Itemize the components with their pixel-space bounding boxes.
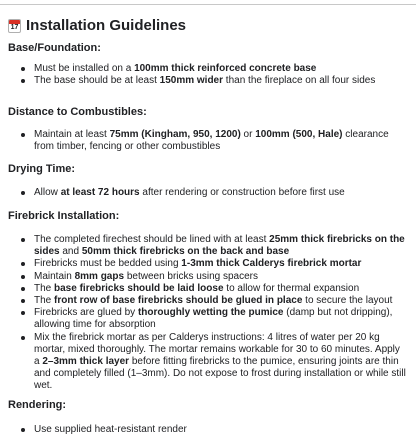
text-run: Maintain — [34, 270, 75, 282]
bullet-list — [8, 129, 406, 153]
page-title-text: Installation Guidelines — [26, 17, 187, 34]
text-run: to allow for thermal expansion — [223, 282, 360, 294]
calendar-day: 17 — [10, 24, 19, 31]
bold-text: 75mm (Kingham, 950, 1200) — [109, 129, 241, 140]
text-run: to secure the layout — [302, 295, 393, 307]
text-run: or — [240, 129, 256, 140]
bold-text: 150mm wider — [159, 75, 224, 87]
text-run: The — [34, 282, 55, 294]
bullet-item — [8, 283, 406, 295]
bold-text: 100mm thick reinforced concrete base — [134, 63, 317, 74]
text-run: The completed firechest should be lined with at least — [34, 234, 270, 245]
bullet-list — [8, 63, 406, 87]
text-run: clearance from timber, fencing or other combustibles — [34, 129, 389, 153]
section-rendering — [8, 398, 406, 436]
bold-text: 25mm thick firebricks on the sides — [34, 234, 405, 258]
bullet-item — [8, 63, 406, 75]
bullet-item — [8, 307, 406, 331]
section-firebrick-installation — [8, 209, 406, 393]
text-run: The — [34, 295, 55, 307]
bullet-item — [8, 295, 406, 307]
bullet-list — [8, 424, 406, 436]
bullet-item — [8, 234, 406, 258]
text-run: Allow — [34, 187, 61, 198]
text-run: than the fireplace on all four sides — [223, 75, 376, 87]
text-run: Maintain at least — [34, 129, 110, 140]
text-run: after rendering or construction before first use — [139, 187, 345, 198]
bullet-list — [8, 234, 406, 393]
top-divider — [0, 4, 416, 5]
bullet-item — [8, 75, 406, 87]
bold-text: at least 72 hours — [60, 187, 140, 198]
bold-text: front row of base firebricks should be glued in place — [54, 295, 303, 307]
text-run: Firebricks are glued by — [34, 307, 138, 319]
section-heading: Drying Time: — [8, 163, 76, 175]
text-run: (damp but not dripping), allowing time for absorption — [34, 307, 393, 331]
bold-text: 1-3mm thick Calderys firebrick mortar — [181, 258, 362, 270]
bullet-item — [8, 129, 406, 153]
section-base-foundation — [8, 41, 406, 87]
section-heading: Rendering: — [8, 399, 67, 411]
section-heading: Firebrick Installation: — [8, 210, 120, 222]
bullet-item — [8, 271, 406, 283]
calendar-icon — [8, 19, 21, 33]
bold-text: 2–3mm thick layer — [42, 356, 130, 368]
section-distance-to-combustibles — [8, 105, 406, 153]
text-run: The base should be at least — [34, 75, 160, 87]
page-title — [8, 17, 186, 35]
bold-text: base firebricks should be laid loose — [54, 282, 224, 294]
section-heading: Distance to Combustibles: — [8, 106, 147, 118]
section-heading: Base/Foundation: — [8, 42, 101, 54]
text-run: Must be installed on a — [34, 63, 135, 74]
text-run: and — [59, 246, 82, 258]
text-run: before fitting firebricks to the pumice, ensuring joints are thin and completely filled (1–3mm). Do not expose to frost during installation or while still wet. — [34, 356, 406, 392]
bold-text: 50mm thick firebricks on the back and base — [81, 246, 290, 258]
bullet-list — [8, 187, 406, 199]
text-run: Firebricks must be bedded using — [34, 258, 182, 270]
bold-text: 100mm (500, Hale) — [255, 129, 343, 140]
bullet-item — [8, 332, 406, 393]
bullet-item — [8, 258, 406, 270]
text-run: Use supplied heat-resistant render — [34, 424, 187, 435]
bullet-item — [8, 424, 406, 436]
bold-text: thoroughly wetting the pumice — [137, 307, 284, 319]
section-drying-time — [8, 162, 406, 199]
bold-text: 8mm gaps — [74, 270, 125, 282]
bullet-item — [8, 187, 406, 199]
text-run: between bricks using spacers — [124, 270, 259, 282]
text-run: Mix the firebrick mortar as per Calderys instructions: 4 litres of water per 20 kg mortar, mixed thoroughly. The mortar remains workable for 30 to 60 minutes. Apply a — [34, 331, 400, 368]
